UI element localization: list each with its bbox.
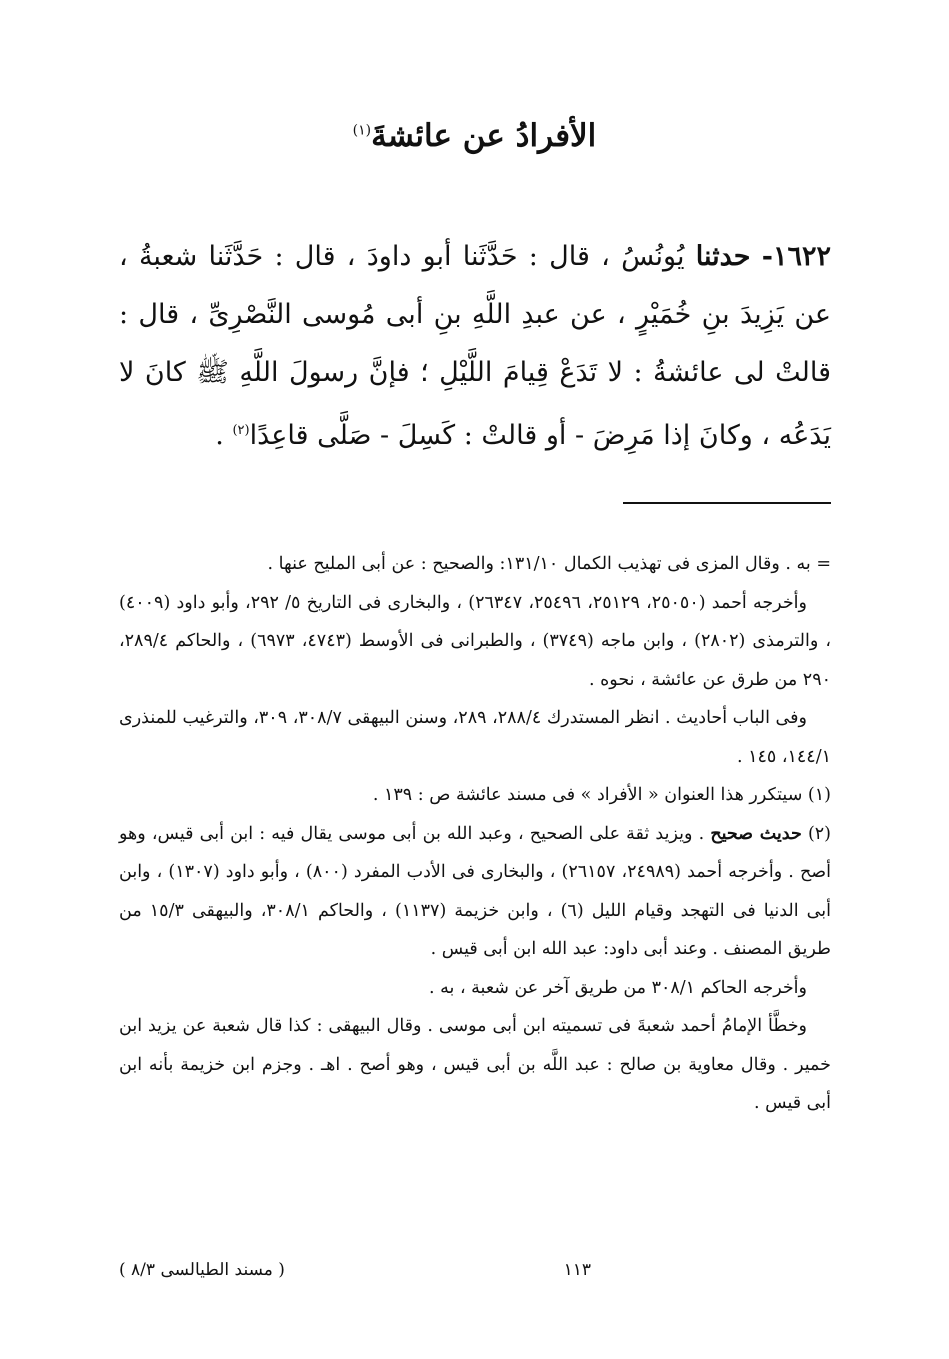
- page-footer: [119, 1260, 831, 1290]
- footnote-paragraph: وخطَّأ الإمامُ أحمد شعبةَ فى تسميته ابن أبى موسى . وقال البيهقى : كذا قال شعبة عن يزيد ابن خمير . وقال معاوية بن صالح : عبد اللَّه بن أبى قيس ، وهو أصح . اهـ . وجزم ابن خزيمة بأنه ابن أبى قيس .: [119, 1016, 831, 1113]
- footnote-divider: [623, 502, 831, 504]
- footnote-2-label: (٢): [807, 823, 831, 844]
- title-footnote-ref: (١): [352, 122, 372, 139]
- footnote-paragraph: وفى الباب أحاديث . انظر المستدرك ٢٨٨/٤، ٢٨٩، وسنن البيهقى ٣٠٨/٧، ٣٠٩، والترغيب للمنذرى ١٤٤/١، ١٤٥ .: [119, 708, 831, 767]
- hadith-end: .: [215, 420, 233, 451]
- footnote-paragraph: وأخرجه الحاكم ٣٠٨/١ من طريق آخر عن شعبة ، به .: [429, 977, 807, 998]
- hadith-lead: حدثنا: [695, 241, 751, 272]
- footnote-2-grade: حديث صحيح: [710, 823, 802, 844]
- footnote-1: (١) سيتكرر هذا العنوان « الأفراد » فى مسند عائشة ص : ١٣٩ .: [372, 785, 831, 805]
- page-number: ١١٣: [563, 1260, 591, 1280]
- footnote-2: [119, 815, 831, 969]
- footnote-continuation: = به . وقال المزى فى تهذيب الكمال ١٣١/١٠: والصحيح : عن أبى المليح عنها .: [267, 554, 831, 574]
- chapter-title: [0, 118, 949, 154]
- hadith-text: [119, 228, 831, 465]
- hadith-number: ١٦٢٢-: [761, 241, 831, 272]
- chapter-title-text: الأفرادُ عن عائشةَ: [371, 118, 597, 154]
- footnote-paragraph: وأخرجه أحمد (٢٥٠٥٠، ٢٥١٢٩، ٢٥٤٩٦، ٢٦٣٤٧) ، والبخارى فى التاريخ ٥/ ٢٩٢، وأبو داود (٤٠٠٩) ، والترمذى (٢٨٠٢) ، وابن ماجه (٣٧٤٩) ، والطبرانى فى الأوسط (٤٧٤٣، ٦٩٧٣) ، والحاكم ٢٨٩/٤، ٢٩٠ من طرق عن عائشة ، نحوه .: [119, 592, 831, 690]
- hadith-body: يُونُسُ ، قال : حَدَّثَنا أبو داودَ ، قال : حَدَّثَنا شعبةُ ، عن يَزِيدَ بنِ خُمَيْرٍ ، عن عبدِ اللَّهِ بنِ أبى مُوسى النَّصْرِىِّ ، قال : قالتْ لى عائشةُ : لا تَدَعْ قِيامَ اللَّيْلِ ؛ فإنَّ رسولَ اللَّهِ ﷺ كانَ لا يَدَعُه ، وكانَ إذا مَرِضَ - أو قالتْ : كَسِلَ - صَلَّى قاعِدًا: [119, 241, 831, 451]
- hadith-footnote-ref: (٢): [232, 423, 250, 438]
- source-reference: ( مسند الطيالسى ٨/٣ ): [119, 1260, 285, 1280]
- footnotes: [119, 545, 831, 1123]
- footnote-2-text: . ويزيد ثقة على الصحيح ، وعبد الله بن أبى موسى يقال فيه : ابن أبى قيس، وهو أصح . وأخرجه أحمد (٢٤٩٨٩، ٢٦١٥٧) ، والبخارى فى الأدب المفرد (٨٠٠) ، وأبو داود (١٣٠٧) ، وابن أبى الدنيا فى التهجد وقيام الليل (٦) ، وابن خزيمة (١١٣٧) ، والحاكم ٣٠٨/١، والبيهقى ١٥/٣ من طريق المصنف . وعند أبى داود: عبد الله ابن أبى قيس .: [119, 823, 832, 959]
